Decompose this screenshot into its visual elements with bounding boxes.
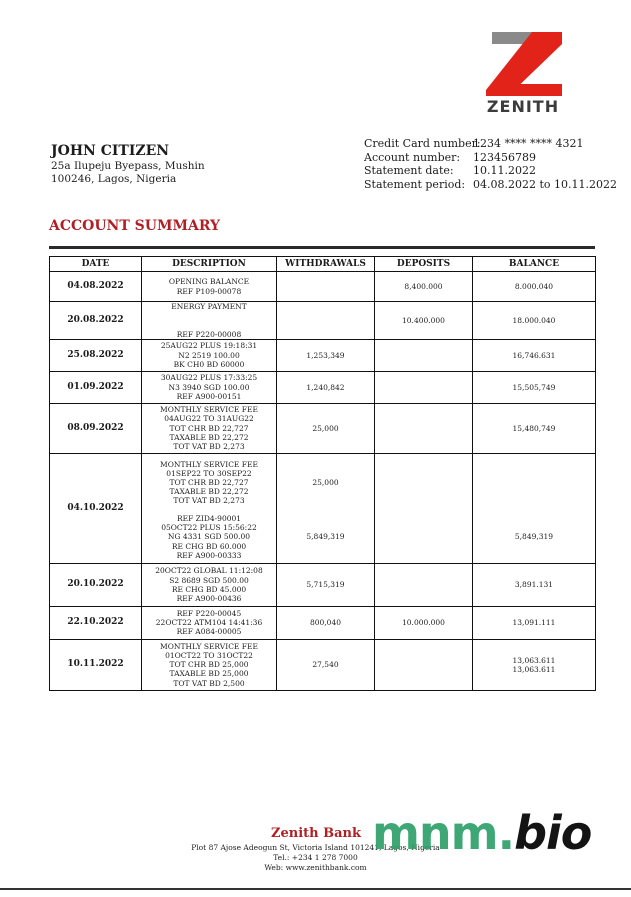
description-line [142,320,276,329]
description-line: TOT CHR BD 22,727 [169,423,249,433]
description-line: RE CHG BD 60.000 [171,541,247,551]
description-line: BK CH0 BD 60000 [173,359,245,369]
address-line-1: 25a Ilupeju Byepass, Mushin [51,160,205,172]
balance-cell: 15,480,749 [473,403,596,453]
description-line: TOT VAT BD 2,273 [173,496,245,506]
info-value: 04.08.2022 to 10.11.2022 [473,177,617,191]
customer-address [51,160,205,186]
withdrawal-cell [277,302,375,340]
withdrawal-cell: 25,000 [277,453,375,511]
description-cell [142,563,277,606]
table-row [50,272,596,302]
info-label: Statement date: [364,164,454,177]
account-summary-table [49,256,596,691]
description-line: REF P109-00078 [176,286,242,296]
info-value: 1234 **** **** 4321 [473,137,584,150]
deposit-cell [375,563,473,606]
description-line: S2 8689 SGD 500.00 [169,575,249,585]
description-line: 22OCT22 ATM104 14:41:36 [155,618,263,628]
withdrawal-cell: 5,715,319 [277,563,375,606]
info-label: Statement period: [364,177,466,191]
withdrawal-cell: 800,040 [277,606,375,639]
deposit-cell: 8,400.000 [375,272,473,302]
info-label: Account number: [364,150,461,164]
description-line: 01SEP22 TO 30SEP22 [166,468,252,478]
description-line: TOT CHR BD 22,727 [169,477,249,487]
date-cell: 20.08.2022 [50,302,142,340]
description-line: REF A900-00436 [176,593,242,603]
footer-address: Plot 87 Ajose Adeogun St, Victoria Island 101241, Lagos, Nigeria [191,843,440,852]
date-cell: 25.08.2022 [50,339,142,371]
description-cell [142,639,277,690]
deposit-cell [375,511,473,563]
date-cell: 04.08.2022 [50,272,142,302]
deposit-cell [375,371,473,403]
description-line: REF ZID4-90001 [176,514,242,524]
withdrawal-cell [277,272,375,302]
description-line: 25AUG22 PLUS 19:18:31 [160,341,258,351]
date-cell: 22.10.2022 [50,606,142,639]
description-line: TAXABLE BD 25,000 [169,669,249,679]
withdrawal-cell: 1,253,349 [277,339,375,371]
description-line: MONTHLY SERVICE FEE [160,459,258,469]
watermark [372,806,591,860]
withdrawal-cell: 5,849,319 [277,511,375,563]
date-cell: 01.09.2022 [50,371,142,403]
watermark-part-2: bio [514,806,592,860]
table-row [50,453,596,511]
withdrawal-cell: 1,240,842 [277,371,375,403]
date-cell: 08.09.2022 [50,403,142,453]
zenith-z-icon [486,30,562,96]
deposit-cell [375,453,473,511]
header-description: DESCRIPTION [142,257,277,272]
description-line: 04AUG22 TO 31AUG22 [164,414,254,424]
description-line: TAXABLE BD 22,272 [169,432,249,442]
header-balance: BALANCE [473,257,596,272]
description-cell [142,453,277,511]
description-line: 05OCT22 PLUS 15:56:22 [161,523,257,533]
date-cell: 20.10.2022 [50,563,142,606]
description-line: OPENING BALANCE [168,277,250,287]
info-row [364,137,617,151]
description-line: ENERGY PAYMENT [171,302,247,311]
description-cell [142,371,277,403]
deposit-cell: 10.000.000 [375,606,473,639]
logo-text: ZENITH [486,97,560,116]
watermark-part-1: mnm. [372,806,515,860]
deposit-cell [375,339,473,371]
description-line: REF P220-00008 [176,329,242,339]
table-row [50,639,596,690]
description-line: NG 4331 SGD 500.00 [167,532,251,542]
section-title: ACCOUNT SUMMARY [49,218,221,234]
withdrawal-cell: 25,000 [277,403,375,453]
description-line: TOT VAT BD 2,273 [173,442,245,452]
withdrawal-cell: 27,540 [277,639,375,690]
info-row [364,178,617,192]
description-line: MONTHLY SERVICE FEE [160,641,258,651]
description-cell [142,403,277,453]
description-line: 30AUG22 PLUS 17:33:25 [160,373,258,383]
date-cell: 04.10.2022 [50,453,142,563]
info-value: 10.11.2022 [473,164,536,177]
bottom-divider [0,888,631,890]
description-line: N2 2519 100.00 [178,350,240,360]
description-line: REF A900-00151 [176,391,242,401]
description-line: MONTHLY SERVICE FEE [160,405,258,415]
balance-cell: 13,091.111 [473,606,596,639]
table-row [50,302,596,340]
description-line: 20OCT22 GLOBAL 11:12:08 [155,566,263,576]
info-value: 123456789 [473,150,536,164]
balance-cell: 18.000.040 [473,302,596,340]
table-row [50,403,596,453]
description-line: N3 3940 SGD 100.00 [168,382,250,392]
deposit-cell [375,639,473,690]
description-cell [142,606,277,639]
balance-cell: 8.000.040 [473,272,596,302]
header-date: DATE [50,257,142,272]
zenith-logo [482,30,564,116]
info-row [364,151,617,165]
balance-cell: 16,746.631 [473,339,596,371]
description-line [142,311,276,320]
deposit-cell [375,403,473,453]
table-row [50,371,596,403]
table-row [50,339,596,371]
footer-web: Web: www.zenithbank.com [264,863,367,872]
address-line-2: 100246, Lagos, Nigeria [51,173,177,185]
description-line: TOT VAT BD 2,500 [173,678,245,688]
table-row [50,563,596,606]
divider [49,246,595,249]
table-header-row [50,257,596,272]
description-cell [142,339,277,371]
footer-bank-name: Zenith Bank [271,826,362,841]
info-label: Credit Card number: [364,137,481,150]
balance-cell: 15,505,749 [473,371,596,403]
description-line: REF A900-00333 [176,550,242,560]
header-withdrawals: WITHDRAWALS [277,257,375,272]
description-line: 01OCT22 TO 31OCT22 [165,650,253,660]
customer-name: JOHN CITIZEN [51,143,170,159]
header-deposits: DEPOSITS [375,257,473,272]
statement-info [364,137,617,191]
description-line: TOT CHR BD 25,000 [169,660,249,670]
description-line: REF A084-00005 [176,627,242,637]
info-row [364,164,617,178]
date-cell: 10.11.2022 [50,639,142,690]
description-cell [142,511,277,563]
footer-phone: Tel.: +234 1 278 7000 [273,853,358,862]
description-cell [142,272,277,302]
balance-cell: 3,891.131 [473,563,596,606]
description-line: REF P220-00045 [176,608,242,618]
balance-cell [473,453,596,511]
description-line: TAXABLE BD 22,272 [169,487,249,497]
balance-cell: 5,849,319 [473,511,596,563]
description-cell [142,302,277,340]
description-line: RE CHG BD 45.000 [171,584,247,594]
table-row [50,606,596,639]
balance-cell: 13,063.611 13,063.611 [473,639,596,690]
deposit-cell: 10.400.000 [375,302,473,340]
